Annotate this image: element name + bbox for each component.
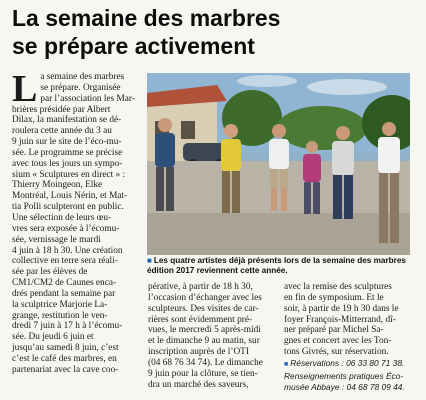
text-line: jusqu’au samedi 8 juin, c’est: [12, 343, 119, 354]
text-line: et le dimanche 9 au matin, sur: [148, 336, 260, 347]
photo-cloud: [307, 79, 387, 95]
text-line: drés pendant la semaine par: [12, 288, 116, 299]
text-line: avec tous les jours un sympo-: [12, 158, 123, 169]
text-line: en fin de symposium. Et le: [284, 292, 384, 303]
drop-cap: L: [12, 68, 38, 110]
text-line: avec la remise des sculptures: [284, 282, 392, 292]
text-line: par l’association les Mar-: [40, 93, 135, 104]
reservation-text: Réservations : 06 33 80 71 38.: [290, 357, 405, 368]
text-line: sculpteurs. Des visites de car-: [148, 303, 259, 314]
info-line-1: Renseignements pratiques Éco-: [284, 370, 404, 381]
text-line: vues, le mercredi 5 après-midi: [148, 325, 261, 336]
text-line: sée. Le programme se précise: [12, 147, 123, 158]
text-line: tons Givrés, sur réservation.: [284, 347, 389, 358]
text-line: a semaine des marbres: [40, 72, 125, 82]
photo-cloud: [237, 75, 297, 87]
text-line: tia Polli sculpteront en public.: [12, 202, 124, 213]
article-column-left: [12, 68, 140, 376]
text-line: collective en terre sera réali-: [12, 256, 118, 267]
text-line: partenariat avec la cave coo-: [12, 364, 119, 375]
text-line: dredi 7 juin à 17 h à l’écomu-: [12, 321, 123, 332]
caption-text: Les quatre artistes déjà présents lors de la semaine des marbres édition 2017 reviennent cette année.: [147, 256, 406, 275]
article-headline: [12, 4, 417, 60]
text-line: sium « Sculptures en direct » :: [12, 169, 126, 180]
photo-window: [181, 121, 195, 139]
text-line: ner préparé par Michel Sa-: [284, 325, 384, 336]
text-line: inscription auprès de l’OTI: [148, 347, 249, 358]
text-line: dra un marché des saveurs,: [148, 379, 249, 390]
text-line: Une sélection de leurs œu-: [12, 212, 112, 223]
text-line: Dilax, la manifestation se dé-: [12, 115, 122, 126]
text-line: la sculptrice Marjorie La-: [12, 299, 108, 310]
text-line: pérative, à partir de 18 h 30,: [148, 282, 253, 292]
text-line: grange, restitution le ven-: [12, 310, 108, 321]
info-line-2: musée Abbaye : 04 68 78 09 44.: [284, 381, 405, 392]
article-column-middle: [148, 282, 276, 390]
headline-line-1: La semaine des marbres: [12, 5, 281, 31]
text-line: 9 juin pour la clôture, se tien-: [148, 368, 258, 379]
text-line: 4 juin à 18 h 30. Une création: [12, 245, 123, 256]
text-line: rières sont évidemment pré-: [148, 314, 253, 325]
caption-square-icon: ■: [147, 256, 152, 265]
headline-line-2: se prépare activement: [12, 33, 255, 59]
info-square-icon: ■: [284, 360, 289, 368]
text-line: soir, à partir de 19 h 30 dans le: [284, 303, 399, 314]
text-line: foyer François-Mitterrand, dî-: [284, 314, 396, 325]
text-line: CM1/CM2 de Caunes enca-: [12, 278, 117, 289]
text-line: roulera cette année du 3 au: [12, 126, 112, 137]
reservation-line: [284, 358, 414, 371]
photo-artists-illustration: [147, 73, 410, 255]
text-line: vres sera exposée à l’écomu-: [12, 223, 120, 234]
text-line: sée par les élèves de: [12, 267, 88, 278]
text-line: sée. Du jeudi 6 juin et: [12, 332, 94, 343]
text-line: Montréal, Louis Nérin, et Mat-: [12, 191, 128, 202]
text-line: (04 68 76 34 74). Le dimanche: [148, 357, 263, 368]
text-line: brières présidée par Albert: [12, 104, 111, 115]
text-line: c’est le café des marbres, en: [12, 353, 117, 364]
text-line: gnes et concert avec les Ton-: [284, 336, 392, 347]
photo-caption: [147, 256, 415, 276]
photo-ground-front: [147, 213, 410, 255]
text-line: 9 juin sur le site de l’éco-mu-: [12, 137, 122, 148]
text-line: l’occasion d’échanger avec les: [148, 292, 262, 303]
text-line: se prépare. Organisée: [40, 82, 121, 93]
text-line: sée, vernissage le mardi: [12, 234, 101, 245]
article-photo: [147, 73, 410, 255]
article-column-right: [284, 282, 414, 392]
text-line: Thierry Moingeon, Elke: [12, 180, 103, 191]
